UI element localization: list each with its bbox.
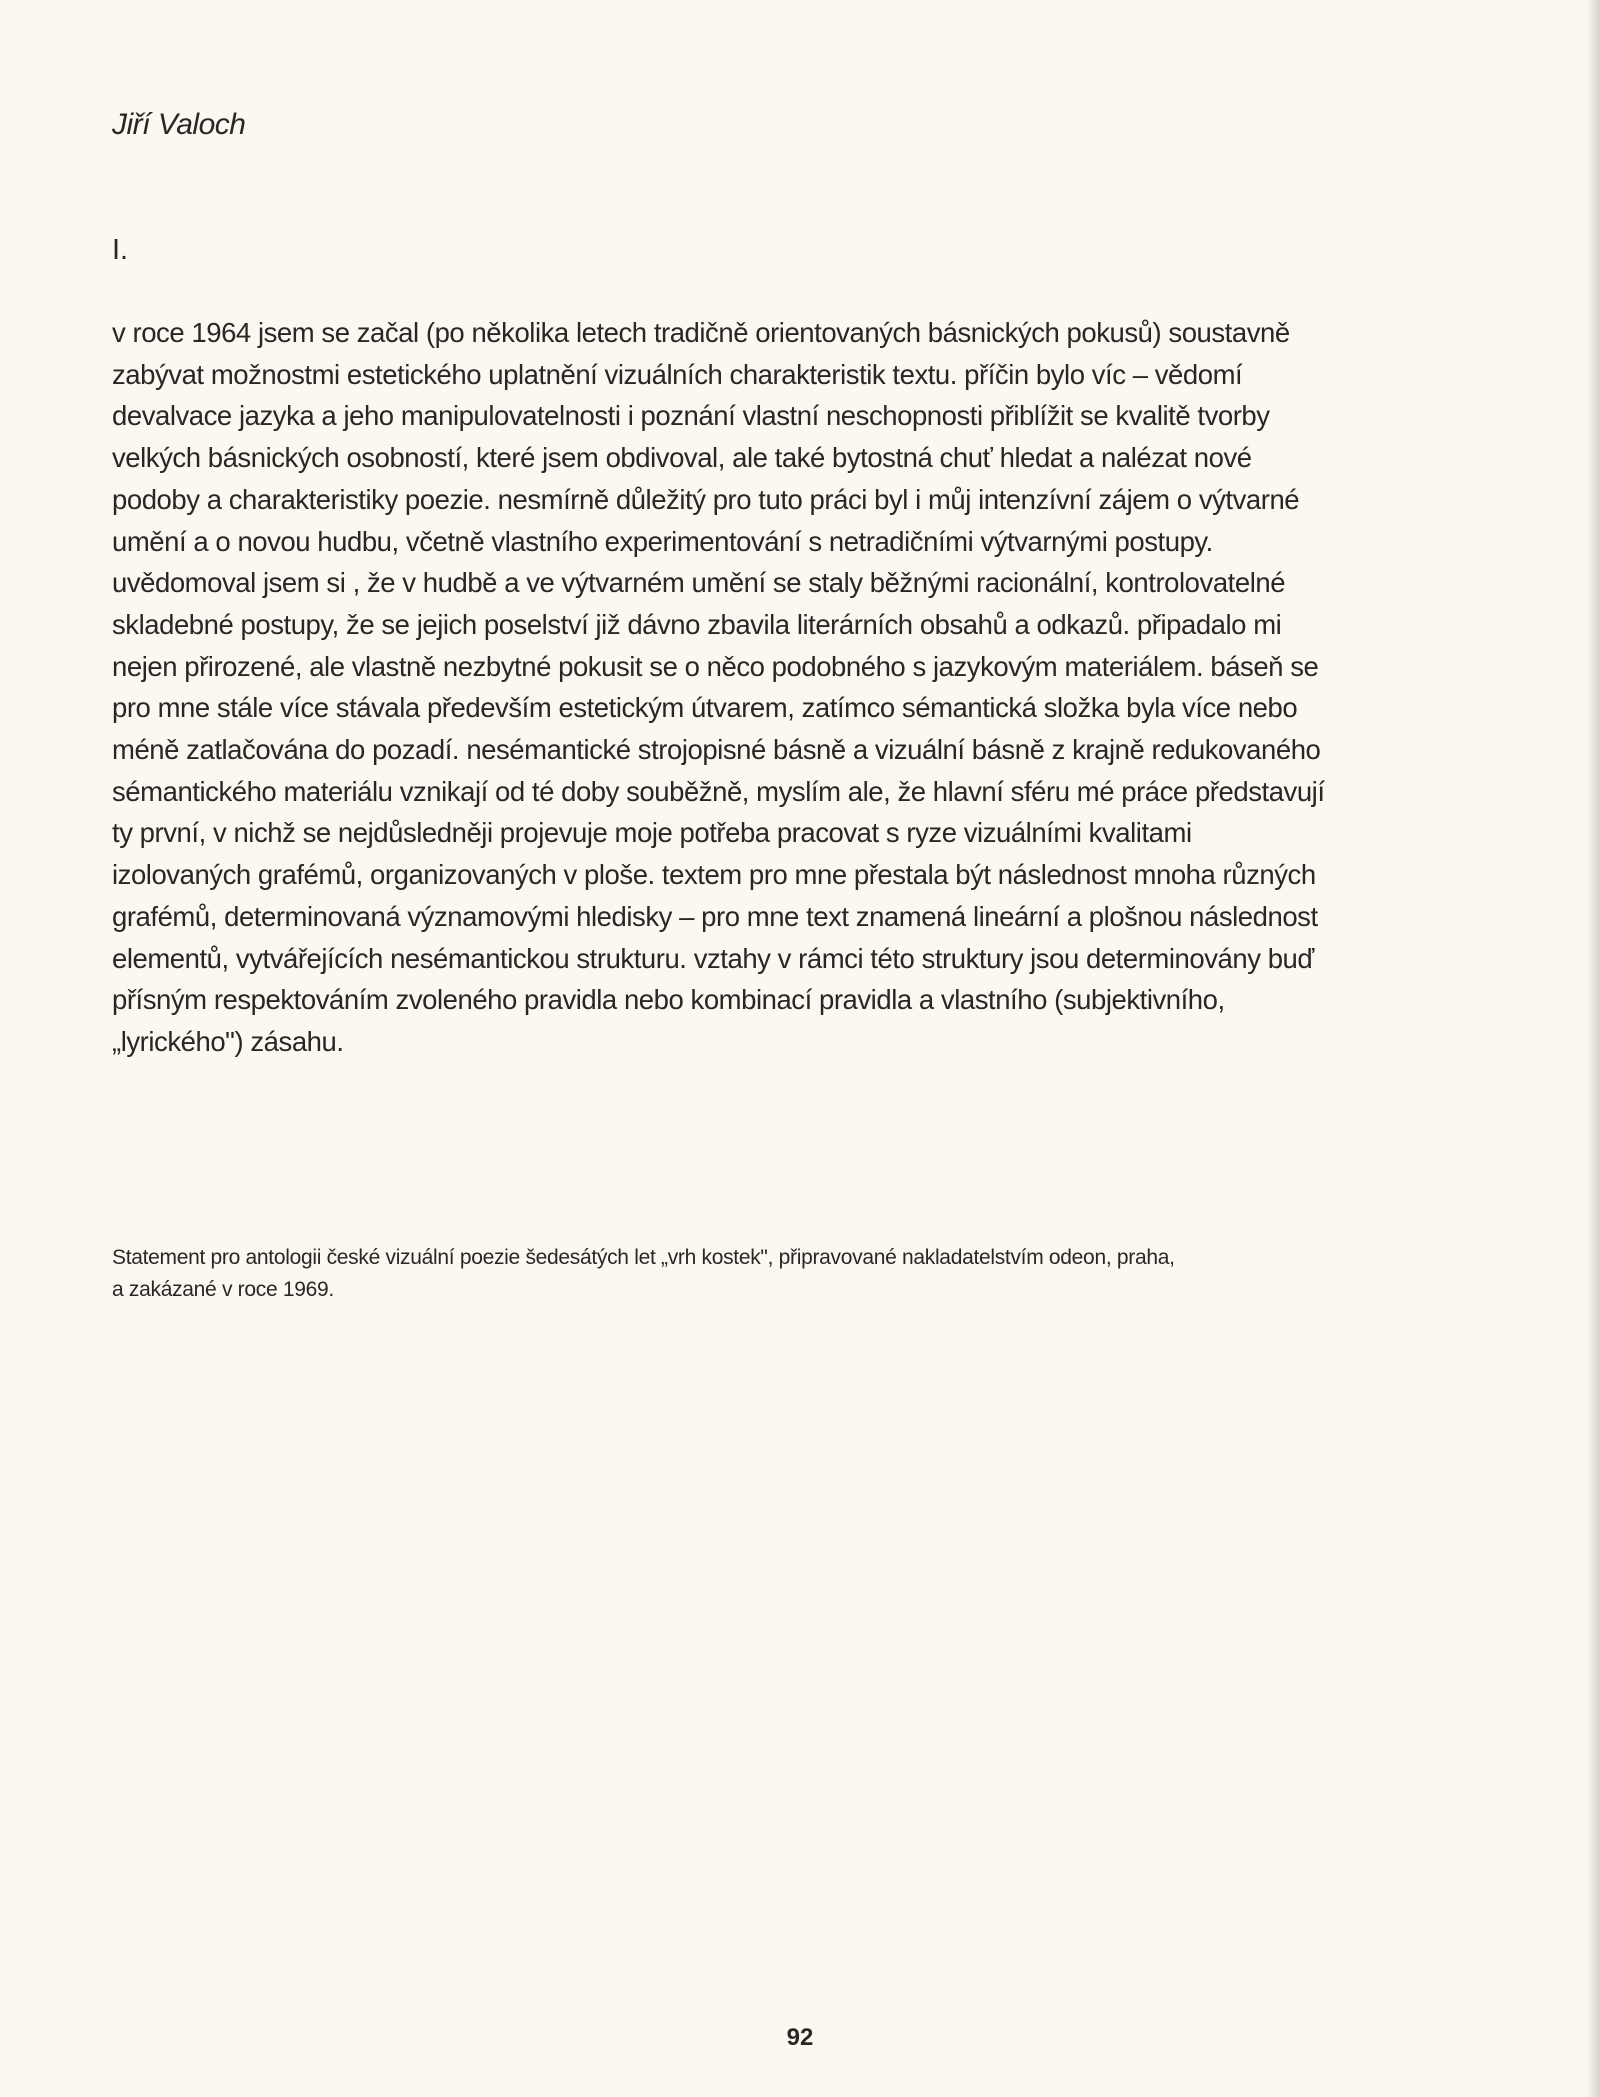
body-line: v roce 1964 jsem se začal (po několika letech tradičně orientovaných básnických pokusů) soustavně	[112, 317, 1290, 348]
body-line: „lyrického") zásahu.	[112, 1025, 344, 1057]
source-caption	[112, 1242, 1512, 1306]
body-line: nejen přirozené, ale vlastně nezbytné pokusit se o něco podobného s jazykovým materiálem. báseň se	[112, 650, 1319, 682]
page-edge-shadow	[1586, 0, 1600, 2097]
body-line: umění a o novou hudbu, včetně vlastního experimentování s netradičními výtvarnými postupy.	[112, 525, 1213, 557]
body-line: izolovaných grafémů, organizovaných v ploše. textem pro mne přestala být následnost mnoha různých	[112, 859, 1316, 891]
caption-line: a zakázané v roce 1969.	[112, 1278, 334, 1301]
body-line: velkých básnických osobností, které jsem obdivoval, ale také bytostná chuť hledat a nalézat nové	[112, 442, 1252, 474]
body-line: sémantického materiálu vznikají od té doby souběžně, myslím ale, že hlavní sféru mé práce představují	[112, 775, 1325, 807]
body-line: pro mne stále více stávala především estetickým útvarem, zatímco sémantická složka byla více nebo	[112, 692, 1298, 724]
author-name: Jiří Valoch	[112, 108, 246, 141]
statement-body	[112, 312, 1512, 1063]
body-line: podoby a charakteristiky poezie. nesmírně důležitý pro tuto práci byl i můj intenzívní zájem o výtvarné	[112, 483, 1300, 515]
body-line: zabývat možnostmi estetického uplatnění vizuálních charakteristik textu. příčin bylo víc – vědomí	[112, 358, 1243, 390]
body-line: elementů, vytvářejících nesémantickou strukturu. vztahy v rámci této struktury jsou determinovány buď	[112, 942, 1314, 974]
section-number: I.	[112, 234, 129, 266]
body-line: méně zatlačována do pozadí. nesémantické strojopisné básně a vizuální básně z krajně redukovaného	[112, 734, 1321, 766]
body-line: devalvace jazyka a jeho manipulovatelnosti i poznání vlastní neschopnosti přiblížit se kvalitě tvorby	[112, 400, 1270, 432]
page-number: 92	[786, 2024, 814, 2051]
body-line: grafémů, determinovaná významovými hledisky – pro mne text znamená lineární a plošnou následnost	[112, 900, 1318, 932]
body-line: ty první, v nichž se nejdůsledněji projevuje moje potřeba pracovat s ryze vizuálními kvalitami	[112, 817, 1192, 849]
body-line: uvědomoval jsem si , že v hudbě a ve výtvarném umění se staly běžnými racionální, kontrolovatelné	[112, 567, 1286, 599]
body-line: přísným respektováním zvoleného pravidla nebo kombinací pravidla a vlastního (subjektivního,	[112, 984, 1225, 1016]
body-line: skladebné postupy, že se jejich poselství již dávno zbavila literárních obsahů a odkazů. připadalo mi	[112, 608, 1282, 640]
caption-line: Statement pro antologii české vizuální poezie šedesátých let „vrh kostek", připravované nakladatelstvím odeon, praha,	[112, 1246, 1175, 1269]
